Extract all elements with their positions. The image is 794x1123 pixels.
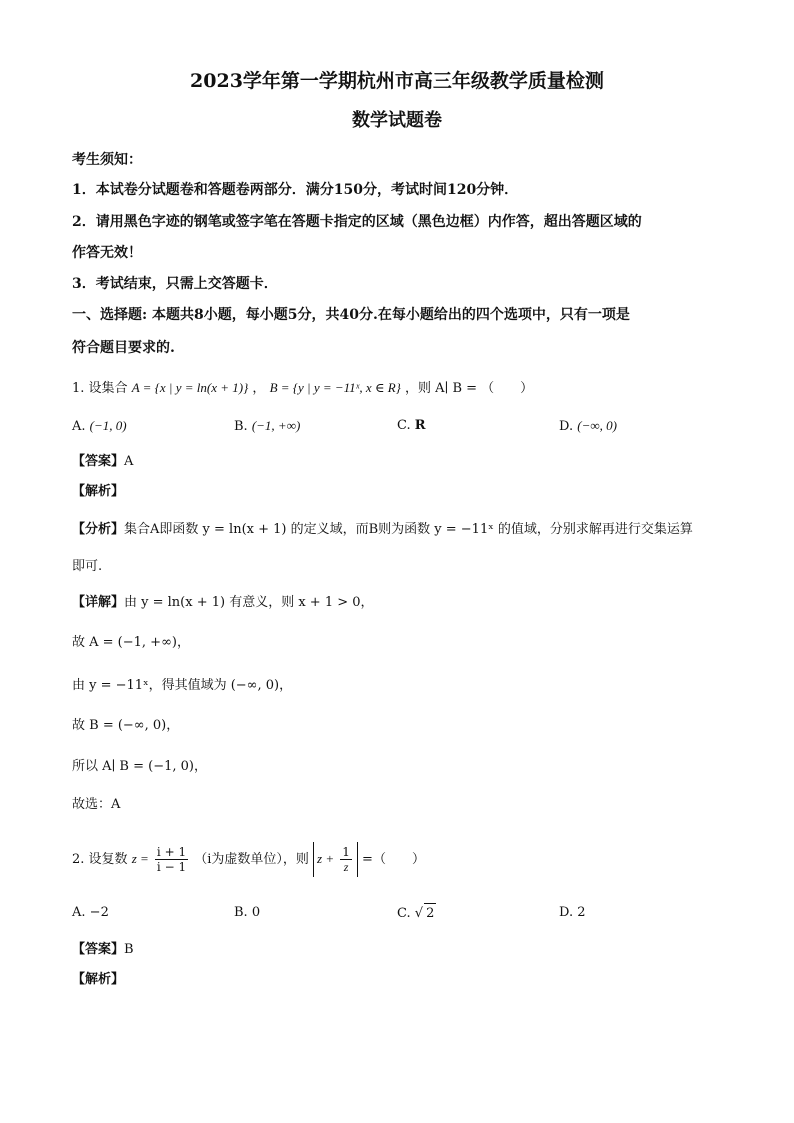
q1-separator: ， [252, 381, 266, 396]
answer-tag: 【答案】 [72, 454, 125, 469]
answer-tag: 【答案】 [72, 942, 125, 957]
q1-fenxi [72, 520, 693, 540]
q1-option-d [559, 416, 617, 437]
q1-option-a [72, 416, 127, 437]
page-subtitle: 数学试题卷 [352, 110, 442, 131]
notice-item-3: 3．考试结束，只需上交答题卡． [72, 276, 278, 292]
detail-step-4: 故 B = (−∞, 0)， [72, 718, 180, 733]
q2-suffix: =（ ） [362, 852, 425, 867]
q1-fenxi-cont: 即可. [72, 559, 103, 574]
option-value: 2 [424, 903, 436, 924]
q1-prefix: 1. 设集合 [72, 381, 128, 396]
q1-set-a: A = {x | y = ln(x + 1)} [131, 380, 249, 395]
fenxi-tag: 【分析】 [72, 522, 125, 537]
option-label: B. [234, 905, 248, 920]
q2-mid: （i为虚数单位），则 [194, 852, 309, 867]
q1-answer [72, 452, 133, 472]
page-title: 2023学年第一学期杭州市高三年级教学质量检测 [190, 70, 604, 92]
notice-item-2: 2．请用黑色字迹的钢笔或签字笔在答题卡指定的区域（黑色边框）内作答，超出答题区域的 [72, 214, 642, 230]
detail-tag: 【详解】 [72, 595, 125, 610]
q2-analysis-tag: 【解析】 [72, 972, 125, 987]
q1-suffix: ，则 A∣ B = （ ） [405, 381, 534, 396]
option-label: A. [72, 905, 86, 920]
detail-step-3: 由 y = −11ˣ，得其值域为 (−∞, 0)， [72, 678, 293, 693]
q2-option-d [559, 903, 586, 923]
q1-set-b: B = {y | y = −11ˣ, x ∈ R} [269, 380, 401, 395]
notice-heading: 考生须知： [72, 152, 142, 168]
option-value: −2 [89, 905, 109, 920]
option-label: D. [559, 419, 574, 434]
answer-value: A [124, 454, 134, 469]
abs-fraction-denominator: z [343, 860, 349, 874]
answer-value: B [124, 942, 134, 957]
option-label: C. [397, 906, 411, 921]
q1-option-b [234, 416, 300, 437]
abs-fraction-numerator: 1 [342, 845, 350, 859]
option-value: (−1, +∞) [251, 418, 301, 433]
fraction-numerator: i + 1 [156, 845, 187, 859]
q1-option-c [397, 416, 426, 436]
question-2-stem [72, 842, 425, 877]
option-value: (−1, 0) [89, 418, 127, 433]
question-1-stem [72, 378, 533, 399]
option-label: D. [559, 905, 574, 920]
q2-option-c [397, 903, 436, 924]
notice-item-1: 1．本试卷分试题卷和答题卷两部分．满分150分，考试时间120分钟． [72, 182, 519, 198]
detail-step-1: 由 y = ln(x + 1) 有意义，则 x + 1 > 0， [124, 595, 374, 610]
fenxi-text: 集合A即函数 y = ln(x + 1) 的定义域，而B则为函数 y = −11ˣ 的值域，分别求解再进行交集运算 [124, 522, 693, 537]
abs-fraction [340, 845, 352, 874]
q2-prefix: 2. 设复数 [72, 852, 128, 867]
sqrt-symbol: √ [414, 906, 424, 921]
q1-detail [72, 593, 374, 613]
option-value: (−∞, 0) [577, 418, 617, 433]
notice-item-2-cont: 作答无效！ [72, 245, 142, 261]
q2-answer [72, 940, 134, 960]
option-label: A. [72, 419, 86, 434]
q2-abs-expression [313, 842, 358, 877]
section-heading: 一、选择题: 本题共8小题，每小题5分，共40分.在每小题给出的四个选项中，只有一项是 [72, 307, 630, 323]
option-value: 2 [577, 905, 586, 920]
q2-option-a [72, 903, 109, 923]
fraction-denominator: i − 1 [156, 860, 187, 874]
detail-step-2: 故 A = (−1, +∞)， [72, 635, 190, 650]
detail-step-6: 故选：A [72, 797, 121, 812]
option-value: 0 [251, 905, 261, 920]
q2-fraction [155, 845, 188, 874]
abs-z: z + [317, 851, 335, 866]
q2-z-eq: z = [131, 851, 149, 866]
q2-option-b [234, 903, 260, 923]
option-label: B. [234, 419, 248, 434]
option-label: C. [397, 418, 411, 433]
q1-analysis-tag: 【解析】 [72, 484, 125, 499]
section-heading-cont: 符合题目要求的. [72, 340, 175, 356]
option-value: R [414, 418, 426, 433]
detail-step-5: 所以 A∣ B = (−1, 0)， [72, 759, 207, 774]
